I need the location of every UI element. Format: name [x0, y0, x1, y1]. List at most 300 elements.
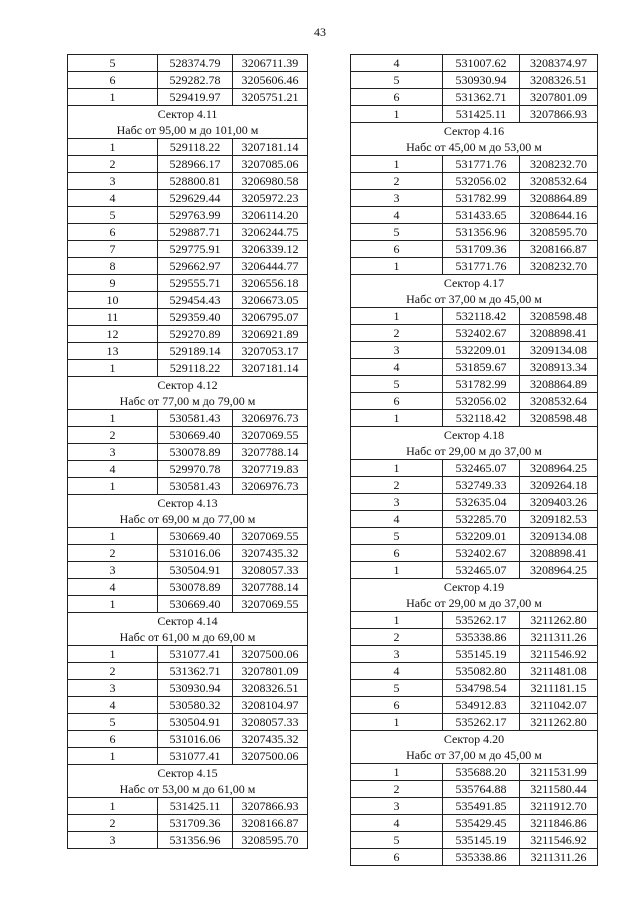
point-number: 5: [351, 680, 443, 697]
y-coordinate: 3205972.23: [233, 190, 308, 207]
x-coordinate: 532635.04: [443, 494, 520, 511]
x-coordinate: 531425.11: [443, 106, 520, 123]
y-coordinate: 3211311.26: [520, 629, 598, 646]
y-coordinate: 3207053.17: [233, 343, 308, 360]
table-row: [351, 207, 598, 224]
y-coordinate: 3209403.26: [520, 494, 598, 511]
sector-height-range: Набс от 37,00 м до 45,00 м: [351, 291, 598, 308]
sector-height-row: [68, 629, 308, 646]
x-coordinate: 531709.36: [158, 815, 233, 832]
y-coordinate: 3208326.51: [520, 72, 598, 89]
x-coordinate: 532118.42: [443, 308, 520, 325]
point-number: 3: [68, 832, 158, 849]
y-coordinate: 3207801.09: [520, 89, 598, 106]
table-row: [68, 55, 308, 72]
sector-height-range: Набс от 95,00 м до 101,00 м: [68, 122, 308, 139]
y-coordinate: 3208595.70: [233, 832, 308, 849]
y-coordinate: 3211846.86: [520, 815, 598, 832]
x-coordinate: 535145.19: [443, 832, 520, 849]
table-row: [68, 680, 308, 697]
x-coordinate: 529970.78: [158, 461, 233, 478]
x-coordinate: 531362.71: [158, 663, 233, 680]
table-row: [351, 612, 598, 629]
point-number: 3: [351, 342, 443, 359]
x-coordinate: 532402.67: [443, 545, 520, 562]
table-row: [68, 224, 308, 241]
table-row: [351, 106, 598, 123]
y-coordinate: 3208598.48: [520, 410, 598, 427]
point-number: 2: [351, 173, 443, 190]
x-coordinate: 530669.40: [158, 427, 233, 444]
x-coordinate: 529282.78: [158, 72, 233, 89]
point-number: 1: [351, 410, 443, 427]
sector-height-row: [351, 595, 598, 612]
x-coordinate: 529454.43: [158, 292, 233, 309]
y-coordinate: 3207069.55: [233, 427, 308, 444]
point-number: 6: [351, 849, 443, 866]
point-number: 6: [68, 731, 158, 748]
point-number: 1: [351, 764, 443, 781]
point-number: 3: [351, 190, 443, 207]
sector-height-range: Набс от 61,00 м до 69,00 м: [68, 629, 308, 646]
x-coordinate: 530669.40: [158, 596, 233, 613]
x-coordinate: 530580.32: [158, 697, 233, 714]
point-number: 4: [68, 579, 158, 596]
point-number: 5: [351, 376, 443, 393]
table-row: [351, 173, 598, 190]
table-row: [68, 156, 308, 173]
table-row: [351, 308, 598, 325]
table-row: [351, 190, 598, 207]
x-coordinate: 535338.86: [443, 629, 520, 646]
table-row: [68, 72, 308, 89]
sector-title-row: [351, 427, 598, 444]
x-coordinate: 531782.99: [443, 190, 520, 207]
point-number: 2: [68, 545, 158, 562]
y-coordinate: 3205751.21: [233, 89, 308, 106]
table-row: [351, 764, 598, 781]
y-coordinate: 3208374.97: [520, 55, 598, 72]
table-row: [351, 156, 598, 173]
y-coordinate: 3208326.51: [233, 680, 308, 697]
point-number: 1: [68, 478, 158, 495]
point-number: 1: [68, 596, 158, 613]
y-coordinate: 3208232.70: [520, 258, 598, 275]
x-coordinate: 532749.33: [443, 477, 520, 494]
y-coordinate: 3211531.99: [520, 764, 598, 781]
page-number: 43: [314, 25, 326, 39]
y-coordinate: 3206980.58: [233, 173, 308, 190]
point-number: 5: [351, 224, 443, 241]
table-row: [351, 224, 598, 241]
point-number: 5: [68, 207, 158, 224]
x-coordinate: 530581.43: [158, 478, 233, 495]
x-coordinate: 529118.22: [158, 360, 233, 377]
y-coordinate: 3205606.46: [233, 72, 308, 89]
x-coordinate: 531771.76: [443, 156, 520, 173]
y-coordinate: 3207085.06: [233, 156, 308, 173]
x-coordinate: 531077.41: [158, 748, 233, 765]
x-coordinate: 531007.62: [443, 55, 520, 72]
point-number: 3: [351, 798, 443, 815]
y-coordinate: 3208532.64: [520, 393, 598, 410]
x-coordinate: 532465.07: [443, 460, 520, 477]
x-coordinate: 535338.86: [443, 849, 520, 866]
point-number: 5: [68, 714, 158, 731]
point-number: 3: [351, 646, 443, 663]
x-coordinate: 532465.07: [443, 562, 520, 579]
x-coordinate: 529887.71: [158, 224, 233, 241]
table-row: [68, 410, 308, 427]
sector-height-row: [68, 781, 308, 798]
x-coordinate: 535145.19: [443, 646, 520, 663]
x-coordinate: 532118.42: [443, 410, 520, 427]
point-number: 1: [351, 308, 443, 325]
sector-height-row: [351, 139, 598, 156]
x-coordinate: 528966.17: [158, 156, 233, 173]
y-coordinate: 3208057.33: [233, 714, 308, 731]
y-coordinate: 3207181.14: [233, 139, 308, 156]
x-coordinate: 531433.65: [443, 207, 520, 224]
table-row: [351, 376, 598, 393]
x-coordinate: 528800.81: [158, 173, 233, 190]
y-coordinate: 3207866.93: [233, 798, 308, 815]
point-number: 4: [68, 697, 158, 714]
y-coordinate: 3211262.80: [520, 612, 598, 629]
sector-height-row: [351, 747, 598, 764]
x-coordinate: 535429.45: [443, 815, 520, 832]
y-coordinate: 3206921.89: [233, 326, 308, 343]
table-row: [351, 511, 598, 528]
point-number: 1: [68, 410, 158, 427]
point-number: 1: [351, 258, 443, 275]
x-coordinate: 531356.96: [443, 224, 520, 241]
x-coordinate: 529359.40: [158, 309, 233, 326]
x-coordinate: 531859.67: [443, 359, 520, 376]
y-coordinate: 3208913.34: [520, 359, 598, 376]
x-coordinate: 531425.11: [158, 798, 233, 815]
x-coordinate: 529763.99: [158, 207, 233, 224]
table-row: [351, 663, 598, 680]
table-row: [68, 241, 308, 258]
table-row: [68, 360, 308, 377]
table-row: [351, 562, 598, 579]
y-coordinate: 3206339.12: [233, 241, 308, 258]
table-row: [351, 342, 598, 359]
y-coordinate: 3207181.14: [233, 360, 308, 377]
x-coordinate: 532056.02: [443, 173, 520, 190]
point-number: 2: [68, 156, 158, 173]
table-row: [68, 646, 308, 663]
sector-height-row: [68, 122, 308, 139]
table-row: [351, 460, 598, 477]
point-number: 1: [351, 612, 443, 629]
point-number: 5: [351, 832, 443, 849]
point-number: 12: [68, 326, 158, 343]
table-row: [68, 528, 308, 545]
table-row: [351, 325, 598, 342]
point-number: 1: [68, 798, 158, 815]
sector-title: Сектор 4.11: [68, 106, 308, 123]
table-row: [68, 697, 308, 714]
point-number: 5: [351, 72, 443, 89]
x-coordinate: 535262.17: [443, 612, 520, 629]
table-row: [351, 359, 598, 376]
y-coordinate: 3207788.14: [233, 579, 308, 596]
x-coordinate: 530078.89: [158, 579, 233, 596]
table-row: [68, 309, 308, 326]
sector-height-range: Набс от 45,00 м до 53,00 м: [351, 139, 598, 156]
y-coordinate: 3208898.41: [520, 325, 598, 342]
table-row: [351, 781, 598, 798]
table-row: [68, 343, 308, 360]
x-coordinate: 531709.36: [443, 241, 520, 258]
sector-title-row: [351, 579, 598, 596]
table-row: [351, 393, 598, 410]
y-coordinate: 3211912.70: [520, 798, 598, 815]
x-coordinate: 532285.70: [443, 511, 520, 528]
y-coordinate: 3207866.93: [520, 106, 598, 123]
table-row: [351, 545, 598, 562]
y-coordinate: 3207500.06: [233, 748, 308, 765]
table-row: [68, 292, 308, 309]
x-coordinate: 530581.43: [158, 410, 233, 427]
y-coordinate: 3208598.48: [520, 308, 598, 325]
y-coordinate: 3206711.39: [233, 55, 308, 72]
table-row: [351, 55, 598, 72]
sector-title-row: [68, 106, 308, 123]
y-coordinate: 3207435.32: [233, 545, 308, 562]
sector-title: Сектор 4.12: [68, 377, 308, 394]
point-number: 4: [68, 190, 158, 207]
y-coordinate: 3209264.18: [520, 477, 598, 494]
table-row: [68, 326, 308, 343]
x-coordinate: 535764.88: [443, 781, 520, 798]
table-row: [351, 798, 598, 815]
table-row: [351, 410, 598, 427]
x-coordinate: 529555.71: [158, 275, 233, 292]
sector-title-row: [351, 123, 598, 140]
point-number: 6: [351, 89, 443, 106]
table-row: [68, 258, 308, 275]
sector-title-row: [68, 495, 308, 512]
sector-height-range: Набс от 37,00 м до 45,00 м: [351, 747, 598, 764]
y-coordinate: 3207801.09: [233, 663, 308, 680]
sector-title: Сектор 4.13: [68, 495, 308, 512]
x-coordinate: 532209.01: [443, 528, 520, 545]
x-coordinate: 532056.02: [443, 393, 520, 410]
point-number: 1: [68, 89, 158, 106]
y-coordinate: 3208166.87: [520, 241, 598, 258]
table-row: [351, 494, 598, 511]
point-number: 3: [68, 680, 158, 697]
x-coordinate: 530504.91: [158, 714, 233, 731]
point-number: 2: [351, 629, 443, 646]
point-number: 4: [351, 359, 443, 376]
sector-height-range: Набс от 77,00 м до 79,00 м: [68, 393, 308, 410]
point-number: 3: [68, 562, 158, 579]
table-row: [68, 173, 308, 190]
point-number: 6: [351, 393, 443, 410]
y-coordinate: 3211311.26: [520, 849, 598, 866]
table-row: [351, 697, 598, 714]
table-row: [68, 798, 308, 815]
table-row: [68, 427, 308, 444]
point-number: 3: [351, 494, 443, 511]
y-coordinate: 3206244.75: [233, 224, 308, 241]
point-number: 1: [351, 106, 443, 123]
table-row: [68, 579, 308, 596]
table-row: [351, 849, 598, 866]
point-number: 6: [351, 545, 443, 562]
y-coordinate: 3206673.05: [233, 292, 308, 309]
y-coordinate: 3209134.08: [520, 528, 598, 545]
y-coordinate: 3211181.15: [520, 680, 598, 697]
point-number: 2: [68, 427, 158, 444]
x-coordinate: 534912.83: [443, 697, 520, 714]
table-row: [351, 815, 598, 832]
point-number: 1: [68, 646, 158, 663]
sector-title-row: [68, 765, 308, 782]
table-row: [351, 680, 598, 697]
sector-height-range: Набс от 69,00 м до 77,00 м: [68, 511, 308, 528]
sector-height-range: Набс от 29,00 м до 37,00 м: [351, 443, 598, 460]
y-coordinate: 3206556.18: [233, 275, 308, 292]
point-number: 3: [68, 444, 158, 461]
point-number: 4: [351, 815, 443, 832]
sector-height-row: [68, 511, 308, 528]
x-coordinate: 531362.71: [443, 89, 520, 106]
table-row: [351, 714, 598, 731]
y-coordinate: 3207069.55: [233, 528, 308, 545]
table-row: [68, 748, 308, 765]
y-coordinate: 3207500.06: [233, 646, 308, 663]
table-row: [68, 562, 308, 579]
point-number: 11: [68, 309, 158, 326]
table-row: [68, 714, 308, 731]
y-coordinate: 3206976.73: [233, 410, 308, 427]
point-number: 2: [351, 477, 443, 494]
y-coordinate: 3206114.20: [233, 207, 308, 224]
x-coordinate: 535082.80: [443, 663, 520, 680]
x-coordinate: 530669.40: [158, 528, 233, 545]
point-number: 1: [351, 156, 443, 173]
x-coordinate: 535491.85: [443, 798, 520, 815]
y-coordinate: 3208964.25: [520, 562, 598, 579]
x-coordinate: 535688.20: [443, 764, 520, 781]
y-coordinate: 3208595.70: [520, 224, 598, 241]
sector-height-row: [351, 291, 598, 308]
table-row: [68, 815, 308, 832]
table-row: [68, 731, 308, 748]
y-coordinate: 3207435.32: [233, 731, 308, 748]
point-number: 10: [68, 292, 158, 309]
y-coordinate: 3207788.14: [233, 444, 308, 461]
point-number: 13: [68, 343, 158, 360]
table-row: [68, 545, 308, 562]
x-coordinate: 529662.97: [158, 258, 233, 275]
sector-title-row: [351, 275, 598, 292]
y-coordinate: 3208864.89: [520, 190, 598, 207]
y-coordinate: 3208864.89: [520, 376, 598, 393]
right-coordinates-table: [350, 54, 598, 866]
x-coordinate: 532402.67: [443, 325, 520, 342]
y-coordinate: 3208898.41: [520, 545, 598, 562]
y-coordinate: 3209134.08: [520, 342, 598, 359]
x-coordinate: 531077.41: [158, 646, 233, 663]
point-number: 2: [68, 663, 158, 680]
x-coordinate: 530930.94: [443, 72, 520, 89]
x-coordinate: 535262.17: [443, 714, 520, 731]
table-row: [68, 207, 308, 224]
y-coordinate: 3206444.77: [233, 258, 308, 275]
table-row: [351, 72, 598, 89]
y-coordinate: 3211580.44: [520, 781, 598, 798]
x-coordinate: 531771.76: [443, 258, 520, 275]
x-coordinate: 531016.06: [158, 545, 233, 562]
table-row: [68, 832, 308, 849]
sector-title: Сектор 4.15: [68, 765, 308, 782]
table-row: [351, 646, 598, 663]
x-coordinate: 529270.89: [158, 326, 233, 343]
point-number: 4: [351, 663, 443, 680]
point-number: 5: [351, 528, 443, 545]
point-number: 6: [68, 224, 158, 241]
y-coordinate: 3211546.92: [520, 832, 598, 849]
point-number: 4: [351, 207, 443, 224]
point-number: 6: [68, 72, 158, 89]
table-row: [351, 528, 598, 545]
x-coordinate: 531016.06: [158, 731, 233, 748]
table-row: [351, 832, 598, 849]
sector-height-range: Набс от 53,00 м до 61,00 м: [68, 781, 308, 798]
table-row: [68, 478, 308, 495]
x-coordinate: 529419.97: [158, 89, 233, 106]
x-coordinate: 529118.22: [158, 139, 233, 156]
sector-title: Сектор 4.16: [351, 123, 598, 140]
point-number: 1: [351, 562, 443, 579]
sector-title: Сектор 4.18: [351, 427, 598, 444]
point-number: 1: [68, 748, 158, 765]
point-number: 1: [351, 460, 443, 477]
x-coordinate: 529775.91: [158, 241, 233, 258]
table-row: [68, 89, 308, 106]
y-coordinate: 3208232.70: [520, 156, 598, 173]
table-row: [68, 275, 308, 292]
point-number: 6: [351, 697, 443, 714]
table-row: [351, 477, 598, 494]
sector-title: Сектор 4.19: [351, 579, 598, 596]
point-number: 6: [351, 241, 443, 258]
y-coordinate: 3207719.83: [233, 461, 308, 478]
table-row: [68, 663, 308, 680]
x-coordinate: 534798.54: [443, 680, 520, 697]
y-coordinate: 3208166.87: [233, 815, 308, 832]
x-coordinate: 528374.79: [158, 55, 233, 72]
x-coordinate: 531782.99: [443, 376, 520, 393]
point-number: 9: [68, 275, 158, 292]
y-coordinate: 3208104.97: [233, 697, 308, 714]
x-coordinate: 530504.91: [158, 562, 233, 579]
point-number: 3: [68, 173, 158, 190]
y-coordinate: 3208532.64: [520, 173, 598, 190]
point-number: 1: [351, 714, 443, 731]
table-row: [351, 629, 598, 646]
table-row: [68, 190, 308, 207]
sector-title-row: [68, 613, 308, 630]
sector-title-row: [351, 731, 598, 748]
y-coordinate: 3211042.07: [520, 697, 598, 714]
